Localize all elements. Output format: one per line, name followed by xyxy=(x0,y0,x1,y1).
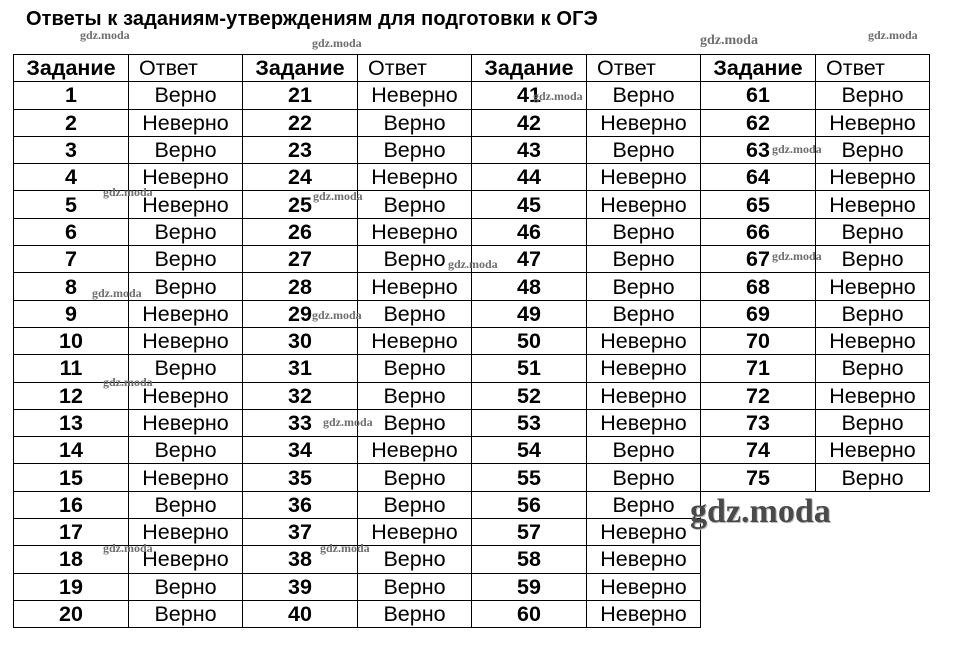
task-number: 66 xyxy=(701,218,816,245)
task-number: 39 xyxy=(243,573,358,600)
answer-value: Неверно xyxy=(587,355,701,382)
answer-value: Верно xyxy=(358,109,472,136)
task-number: 26 xyxy=(243,218,358,245)
answer-value: Неверно xyxy=(358,519,472,546)
task-number: 21 xyxy=(243,82,358,109)
task-number: 40 xyxy=(243,600,358,627)
answer-value: Верно xyxy=(358,464,472,491)
task-number: 17 xyxy=(14,519,129,546)
task-number: 2 xyxy=(14,109,129,136)
watermark-text: gdz.moda xyxy=(772,249,822,263)
answer-value: Верно xyxy=(358,300,472,327)
task-number: 29 xyxy=(243,300,358,327)
watermark-text: gdz.moda xyxy=(312,36,362,50)
answer-value: Верно xyxy=(816,82,930,109)
task-number: 23 xyxy=(243,136,358,163)
answer-value: Неверно xyxy=(816,382,930,409)
answer-value: Неверно xyxy=(587,600,701,627)
answer-value: Верно xyxy=(129,246,243,273)
answer-value: Неверно xyxy=(358,218,472,245)
answer-value: Верно xyxy=(358,191,472,218)
empty-cell xyxy=(701,573,930,600)
header-row xyxy=(14,55,930,82)
task-number: 72 xyxy=(701,382,816,409)
task-number: 9 xyxy=(14,300,129,327)
table-row xyxy=(14,218,930,245)
task-number: 37 xyxy=(243,519,358,546)
table-row xyxy=(14,109,930,136)
task-number: 11 xyxy=(14,355,129,382)
task-number: 59 xyxy=(472,573,587,600)
task-number: 57 xyxy=(472,519,587,546)
table-row xyxy=(14,327,930,354)
task-number: 22 xyxy=(243,109,358,136)
task-number: 54 xyxy=(472,437,587,464)
task-header: Задание xyxy=(243,55,358,82)
task-number: 48 xyxy=(472,273,587,300)
watermark-text: gdz.moda xyxy=(103,375,153,389)
answer-value: Верно xyxy=(587,491,701,518)
watermark-text: gdz.moda xyxy=(320,541,370,555)
task-number: 3 xyxy=(14,136,129,163)
task-number: 61 xyxy=(701,82,816,109)
answer-value: Неверно xyxy=(587,546,701,573)
answer-value: Неверно xyxy=(587,382,701,409)
table-row xyxy=(14,437,930,464)
answer-value: Неверно xyxy=(587,573,701,600)
watermark-text: gdz.moda xyxy=(448,257,498,271)
watermark-text: gdz.moda xyxy=(312,308,362,322)
answer-value: Неверно xyxy=(129,409,243,436)
answer-value: Верно xyxy=(587,273,701,300)
answer-value: Неверно xyxy=(587,109,701,136)
table-row xyxy=(14,82,930,109)
task-number: 56 xyxy=(472,491,587,518)
task-number: 35 xyxy=(243,464,358,491)
task-number: 10 xyxy=(14,327,129,354)
task-number: 25 xyxy=(243,191,358,218)
answer-value: Верно xyxy=(587,82,701,109)
task-number: 13 xyxy=(14,409,129,436)
task-number: 18 xyxy=(14,546,129,573)
answer-value: Неверно xyxy=(358,82,472,109)
answer-value: Верно xyxy=(587,218,701,245)
task-number: 38 xyxy=(243,546,358,573)
task-number: 19 xyxy=(14,573,129,600)
task-number: 60 xyxy=(472,600,587,627)
task-number: 24 xyxy=(243,164,358,191)
task-number: 74 xyxy=(701,437,816,464)
task-number: 16 xyxy=(14,491,129,518)
task-number: 28 xyxy=(243,273,358,300)
answer-header: Ответ xyxy=(587,55,701,82)
watermark-text: gdz.moda xyxy=(313,189,363,203)
answer-value: Неверно xyxy=(358,164,472,191)
task-number: 34 xyxy=(243,437,358,464)
answer-value: Верно xyxy=(358,382,472,409)
table-row xyxy=(14,600,930,627)
answer-value: Неверно xyxy=(129,546,243,573)
answer-value: Неверно xyxy=(129,164,243,191)
answer-value: Неверно xyxy=(587,519,701,546)
task-number: 46 xyxy=(472,218,587,245)
task-header: Задание xyxy=(472,55,587,82)
task-number: 15 xyxy=(14,464,129,491)
watermark-text: gdz.moda xyxy=(103,185,153,199)
answer-header: Ответ xyxy=(816,55,930,82)
task-number: 1 xyxy=(14,82,129,109)
answer-value: Неверно xyxy=(358,437,472,464)
task-header: Задание xyxy=(14,55,129,82)
answer-value: Неверно xyxy=(587,409,701,436)
watermark-text: gdz.moda xyxy=(868,28,918,42)
task-header: Задание xyxy=(701,55,816,82)
task-number: 67 xyxy=(701,246,816,273)
answer-value: Верно xyxy=(587,437,701,464)
task-number: 44 xyxy=(472,164,587,191)
answer-value: Неверно xyxy=(816,191,930,218)
answer-value: Верно xyxy=(358,409,472,436)
answer-value: Неверно xyxy=(587,164,701,191)
task-number: 70 xyxy=(701,327,816,354)
answer-value: Верно xyxy=(587,464,701,491)
answer-value: Верно xyxy=(358,246,472,273)
task-number: 63 xyxy=(701,136,816,163)
task-number: 30 xyxy=(243,327,358,354)
table-row xyxy=(14,300,930,327)
answer-value: Неверно xyxy=(816,327,930,354)
answer-value: Неверно xyxy=(129,382,243,409)
answer-value: Верно xyxy=(587,300,701,327)
answer-value: Верно xyxy=(358,600,472,627)
answer-value: Неверно xyxy=(816,437,930,464)
task-number: 71 xyxy=(701,355,816,382)
answer-value: Неверно xyxy=(587,191,701,218)
task-number: 43 xyxy=(472,136,587,163)
answer-value: Верно xyxy=(358,491,472,518)
task-number: 32 xyxy=(243,382,358,409)
answer-value: Неверно xyxy=(129,464,243,491)
task-number: 5 xyxy=(14,191,129,218)
table-row xyxy=(14,573,930,600)
task-number: 58 xyxy=(472,546,587,573)
watermark-text: gdz.moda xyxy=(772,142,822,156)
answer-value: Верно xyxy=(129,273,243,300)
answer-value: Неверно xyxy=(129,519,243,546)
page-title: Ответы к заданиям-утверждениям для подготовки к ОГЭ xyxy=(26,8,598,30)
watermark-text: gdz.moda xyxy=(103,541,153,555)
answer-value: Верно xyxy=(587,246,701,273)
answer-value: Верно xyxy=(129,437,243,464)
table-row xyxy=(14,409,930,436)
answer-value: Верно xyxy=(129,491,243,518)
task-number: 69 xyxy=(701,300,816,327)
task-number: 31 xyxy=(243,355,358,382)
task-number: 68 xyxy=(701,273,816,300)
answer-header: Ответ xyxy=(358,55,472,82)
watermark-text: gdz.moda xyxy=(533,89,583,103)
answer-value: Неверно xyxy=(358,327,472,354)
answer-value: Неверно xyxy=(129,191,243,218)
answer-value: Верно xyxy=(358,355,472,382)
answer-value: Верно xyxy=(129,600,243,627)
task-number: 50 xyxy=(472,327,587,354)
task-number: 12 xyxy=(14,382,129,409)
answer-value: Верно xyxy=(816,136,930,163)
task-number: 73 xyxy=(701,409,816,436)
task-number: 53 xyxy=(472,409,587,436)
task-number: 62 xyxy=(701,109,816,136)
task-number: 75 xyxy=(701,464,816,491)
answer-value: Верно xyxy=(587,136,701,163)
watermark-logo: gdz.moda xyxy=(690,493,831,530)
answer-header: Ответ xyxy=(129,55,243,82)
task-number: 14 xyxy=(14,437,129,464)
answer-value: Верно xyxy=(816,218,930,245)
answer-value: Верно xyxy=(129,573,243,600)
watermark-text: gdz.moda xyxy=(92,286,142,300)
task-number: 51 xyxy=(472,355,587,382)
answer-value: Неверно xyxy=(129,109,243,136)
task-number: 6 xyxy=(14,218,129,245)
task-number: 4 xyxy=(14,164,129,191)
answer-value: Неверно xyxy=(587,327,701,354)
answer-value: Неверно xyxy=(816,164,930,191)
answer-value: Верно xyxy=(816,246,930,273)
task-number: 7 xyxy=(14,246,129,273)
task-number: 36 xyxy=(243,491,358,518)
answer-value: Верно xyxy=(129,355,243,382)
task-number: 42 xyxy=(472,109,587,136)
answer-value: Неверно xyxy=(816,109,930,136)
answer-value: Верно xyxy=(816,355,930,382)
watermark-text: gdz.moda xyxy=(700,33,758,48)
answer-value: Верно xyxy=(816,409,930,436)
task-number: 33 xyxy=(243,409,358,436)
watermark-text: gdz.moda xyxy=(323,415,373,429)
task-number: 45 xyxy=(472,191,587,218)
task-number: 55 xyxy=(472,464,587,491)
answer-value: Верно xyxy=(129,136,243,163)
empty-cell xyxy=(701,600,930,627)
answer-value: Неверно xyxy=(129,327,243,354)
answer-value: Верно xyxy=(129,218,243,245)
task-number: 65 xyxy=(701,191,816,218)
task-number: 47 xyxy=(472,246,587,273)
table-row xyxy=(14,464,930,491)
answer-value: Неверно xyxy=(129,300,243,327)
table-row xyxy=(14,273,930,300)
task-number: 20 xyxy=(14,600,129,627)
answer-value: Верно xyxy=(358,136,472,163)
answer-value: Верно xyxy=(816,300,930,327)
task-number: 52 xyxy=(472,382,587,409)
task-number: 27 xyxy=(243,246,358,273)
answer-value: Верно xyxy=(358,573,472,600)
watermark-text: gdz.moda xyxy=(80,28,130,42)
task-number: 8 xyxy=(14,273,129,300)
task-number: 64 xyxy=(701,164,816,191)
task-number: 49 xyxy=(472,300,587,327)
task-number: 41 xyxy=(472,82,587,109)
answer-value: Верно xyxy=(816,464,930,491)
answer-value: Неверно xyxy=(358,273,472,300)
answer-value: Неверно xyxy=(816,273,930,300)
empty-cell xyxy=(701,546,930,573)
answer-value: Верно xyxy=(358,546,472,573)
answer-value: Верно xyxy=(129,82,243,109)
